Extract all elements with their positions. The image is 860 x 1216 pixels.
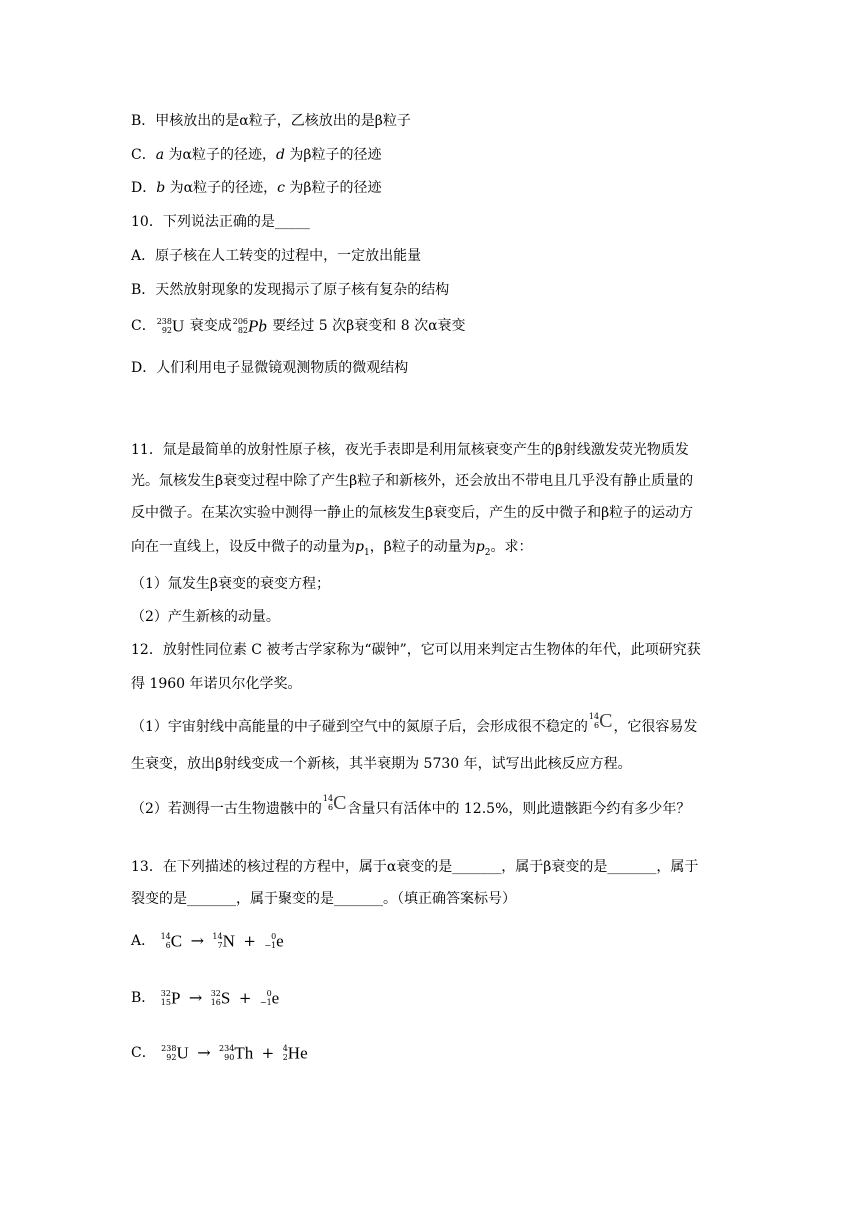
- element-symbol: C: [170, 931, 183, 951]
- atomic-number: 92: [166, 1053, 177, 1062]
- mass-number: 206: [232, 317, 249, 326]
- element-symbol: e: [276, 931, 284, 951]
- momentum-p1: p: [355, 539, 364, 555]
- mass-number: 4: [282, 1044, 288, 1053]
- q12-line-2: 得 1960 年诺贝尔化学奖。: [131, 676, 302, 692]
- atomic-number: 7: [217, 941, 223, 950]
- q11-line-4-text: 向在一直线上，设反中微子的动量为: [131, 539, 355, 555]
- mass-number: 14: [160, 932, 171, 941]
- nuclide: [219, 1044, 253, 1062]
- carbon-14-symbol: [323, 793, 347, 813]
- element-symbol: e: [271, 988, 280, 1008]
- q11-line-4-mid: ，β粒子的动量为: [369, 539, 476, 555]
- mass-number: 238: [161, 1044, 177, 1053]
- q12-sub-1-text: （1）宇宙射线中高能量的中子碰到空气中的氮原子后，会形成很不稳定的: [131, 719, 588, 735]
- lead-206-symbol: [233, 317, 267, 335]
- mass-number: 0: [266, 989, 272, 998]
- q13-option-c: [131, 1043, 309, 1063]
- subscript-2: 2: [484, 547, 491, 558]
- q10-option-c: [131, 316, 466, 336]
- q10-option-c-end: 要经过 5 次β衰变和 8 次α衰变: [272, 318, 466, 334]
- q9-option-d-text: 为α粒子的径迹，: [169, 180, 278, 196]
- var-d: d: [276, 147, 285, 163]
- uranium-238-symbol: [157, 317, 185, 335]
- q9-option-c: [131, 145, 382, 165]
- var-b: b: [156, 180, 166, 196]
- carbon-14-symbol: [589, 711, 613, 731]
- element-symbol: U: [176, 1043, 189, 1063]
- q9-option-c-label: C．: [131, 147, 156, 163]
- plus-sign: +: [238, 989, 252, 1007]
- atomic-number: 90: [224, 1053, 235, 1062]
- element-symbol: N: [222, 931, 235, 951]
- q13-option-a-label: A．: [131, 933, 156, 949]
- q9-option-c-end: 为β粒子的径迹: [289, 147, 382, 163]
- q10-option-b: B．天然放射现象的发现揭示了原子核有复杂的结构: [131, 282, 450, 298]
- q9-option-b: B．甲核放出的是α粒子，乙核放出的是β粒子: [131, 113, 411, 129]
- q11-line-4: [131, 537, 533, 563]
- q13-option-b: [131, 988, 280, 1008]
- var-c: c: [277, 180, 285, 196]
- atomic-number: 15: [160, 998, 171, 1007]
- q10-stem: 10．下列说法正确的是_____: [131, 214, 310, 230]
- mass-number: 14: [588, 712, 600, 721]
- q13-option-b-label: B．: [131, 990, 156, 1006]
- subscript-1: 1: [363, 547, 370, 558]
- q12-line-1: 12．放射性同位素 C 被考古学家称为“碳钟”，它可以用来判定古生物体的年代，此项研究获: [131, 642, 701, 658]
- plus-sign: +: [261, 1044, 275, 1062]
- q13-line-2: 裂变的是_______，属于聚变的是_______。（填正确答案标号）: [131, 891, 516, 907]
- q11-line-4-end: 。求：: [490, 539, 533, 555]
- atomic-number: 2: [282, 1053, 288, 1062]
- nuclide: [264, 932, 283, 950]
- q12-sub-1-end: ，它很容易发: [613, 719, 698, 735]
- nuclide: [211, 989, 231, 1007]
- atomic-number: 16: [210, 998, 221, 1007]
- q12-sub-2-text: （2）若测得一古生物遗骸中的: [131, 801, 322, 817]
- q9-option-d-end: 为β粒子的径迹: [289, 180, 382, 196]
- q10-option-c-label: C．: [131, 318, 156, 334]
- mass-number: 14: [322, 794, 334, 803]
- element-symbol: Pb: [248, 316, 267, 336]
- q9-option-c-text: 为α粒子的径迹，: [168, 147, 276, 163]
- nuclide: [161, 1044, 189, 1062]
- q11-sub-1: （1）氚发生β衰变的衰变方程；: [131, 576, 331, 592]
- nuclide: [161, 989, 181, 1007]
- reaction-arrow: →: [188, 988, 203, 1007]
- q12-sub-2: [131, 792, 691, 819]
- element-symbol: P: [170, 988, 181, 1008]
- q11-line-1: 11．氚是最简单的放射性原子核，夜光手表即是利用氚核衰变产生的β射线激发荧光物质发: [131, 442, 689, 458]
- element-symbol: He: [287, 1043, 308, 1063]
- plus-sign: +: [243, 932, 256, 950]
- q13-line-1: 13．在下列描述的核过程的方程中，属于α衰变的是_______，属于β衰变的是_______，属于: [131, 859, 699, 875]
- atomic-number: 82: [237, 326, 249, 335]
- element-symbol: U: [172, 316, 185, 336]
- q11-line-3: 反中微子。在某次实验中测得一静止的氚核发生β衰变后，产生的反中微子和β粒子的运动方: [131, 505, 694, 521]
- reaction-arrow: →: [190, 931, 204, 950]
- q13-option-c-label: C．: [131, 1045, 156, 1061]
- q11-line-2: 光。氚核发生β衰变过程中除了产生β粒子和新核外，还会放出不带电且几乎没有静止质量的: [131, 473, 694, 489]
- q12-sub-1: [131, 710, 698, 737]
- element-symbol: S: [220, 988, 231, 1008]
- q10-option-a: A．原子核在人工转变的过程中，一定放出能量: [131, 248, 422, 264]
- atomic-number: 92: [161, 326, 172, 335]
- mass-number: 32: [160, 989, 171, 998]
- q12-sub-2-end: 含量只有活体中的 12.5%，则此遗骸距今约有多少年？: [347, 801, 691, 817]
- momentum-p2: p: [475, 539, 485, 555]
- q11-sub-2: （2）产生新核的动量。: [131, 609, 280, 625]
- element-symbol: C: [599, 710, 613, 732]
- q10-option-c-text: 衰变成: [189, 318, 232, 334]
- element-symbol: C: [333, 792, 347, 814]
- nuclide: [212, 932, 234, 950]
- mass-number: 0: [271, 932, 277, 941]
- nuclide: [260, 989, 279, 1007]
- q13-option-a: [131, 931, 285, 951]
- atomic-number: 6: [328, 803, 334, 812]
- q10-option-d: D．人们利用电子显微镜观测物质的微观结构: [131, 360, 409, 376]
- mass-number: 234: [219, 1044, 235, 1053]
- q12-sub-1-line-2: 生衰变，放出β射线变成一个新核，其半衰期为 5730 年，试写出此核反应方程。: [131, 756, 632, 772]
- atomic-number: 6: [165, 941, 171, 950]
- atomic-number: −1: [264, 941, 277, 950]
- mass-number: 238: [156, 317, 172, 326]
- mass-number: 14: [212, 932, 223, 941]
- mass-number: 32: [210, 989, 221, 998]
- reaction-arrow: →: [197, 1043, 211, 1062]
- q9-option-d: [131, 178, 382, 198]
- nuclide: [161, 932, 183, 950]
- atomic-number: 6: [594, 721, 600, 730]
- atomic-number: −1: [259, 998, 272, 1007]
- element-symbol: Th: [234, 1043, 254, 1063]
- nuclide: [283, 1044, 308, 1062]
- q9-option-d-label: D．: [131, 180, 157, 196]
- var-a: a: [155, 147, 165, 163]
